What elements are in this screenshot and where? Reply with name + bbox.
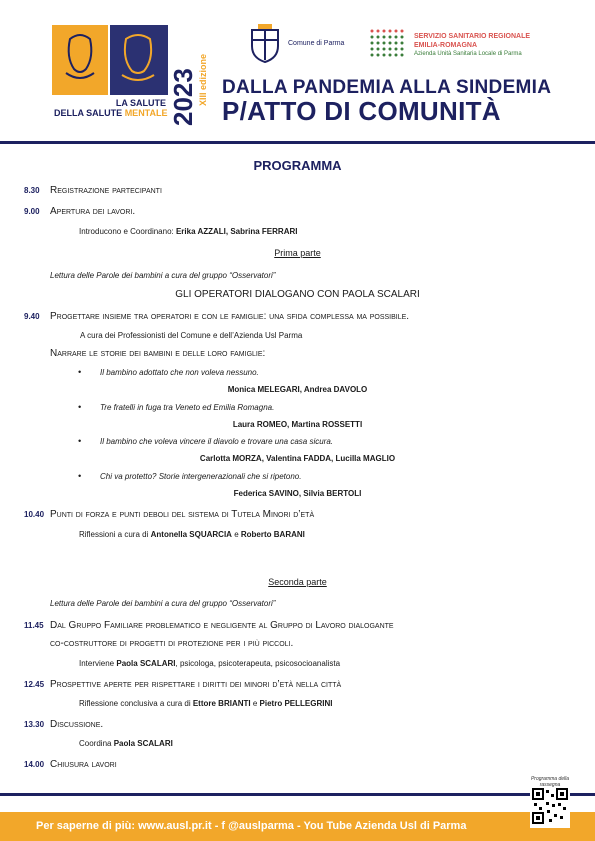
time-940: 9.40 [24, 312, 40, 321]
figure-icon [52, 25, 108, 95]
ssr-line1: SERVIZIO SANITARIO REGIONALE [414, 33, 531, 40]
operatori-heading: GLI OPERATORI DIALOGANO CON PAOLA SCALARI [175, 289, 420, 300]
a-cura: A cura dei Professionisti del Comune e dell’Azienda Usl Parma [80, 331, 303, 340]
story-4-text: Chi va protetto? Storie intergenerazionali che si ripetono. [100, 472, 302, 481]
prima-parte-label: Prima parte [274, 248, 321, 258]
interviene-prefix: Interviene [79, 659, 115, 668]
interviene-name: Paola SCALARI [116, 659, 176, 668]
item-1330 [24, 719, 104, 730]
conclusiva-and: e [252, 699, 258, 708]
time-1330: 13.30 [24, 720, 45, 729]
year: 2023 [168, 68, 198, 126]
coordina-name: Paola SCALARI [113, 739, 173, 748]
punti: Punti di forza e punti deboli del sistema di Tutela Minori d’età [50, 509, 315, 520]
footer-links[interactable]: Per saperne di più: www.ausl.pr.it - f @auslparma - You Tube Azienda Usl di Parma [36, 820, 467, 832]
conclusiva-name2: Pietro PELLEGRINI [259, 699, 333, 708]
story-3-names: Carlotta MORZA, Valentina FADDA, Lucilla MAGLIO [199, 454, 396, 463]
logo-line2b: MENTALE [124, 108, 168, 118]
comune-crest-icon [248, 24, 282, 64]
lettura-1: Lettura delle Parole dei bambini a cura del gruppo “Osservatori” [50, 271, 276, 280]
figure-outline-icon [110, 25, 168, 95]
qr-label: Programma della rassegna [530, 776, 570, 788]
time-1400: 14.00 [24, 760, 45, 769]
logo-panel-navy [110, 25, 168, 95]
ssr-dots-logo-icon [368, 27, 406, 59]
riflessioni-and: e [234, 530, 239, 539]
story-1-names: Monica MELEGARI, Andrea DAVOLO [227, 385, 368, 394]
conclusiva-prefix: Riflessione conclusiva a cura di [79, 699, 191, 708]
gruppo-line2: co-costruttore di progetti di protezione per i più piccoli. [50, 638, 294, 649]
prima-parte [0, 248, 595, 259]
story-2-text: Tre fratelli in fuga tra Veneto ed Emilia Romagna. [100, 403, 275, 412]
ssr-line3: Azienda Unità Sanitaria Locale di Parma [414, 51, 522, 57]
logo-line2a: DELLA SALUTE [54, 108, 123, 118]
interviene [79, 658, 340, 669]
ssr-label [414, 33, 530, 59]
item-830 [24, 185, 162, 196]
item-900 [24, 206, 136, 217]
bullet-icon: • [78, 471, 82, 481]
coordina-prefix: Coordina [79, 739, 112, 748]
chiusura: Chiusura lavori [50, 759, 117, 770]
footer-divider [0, 793, 595, 796]
riflessioni-name2: Roberto BARANI [240, 530, 305, 539]
header-divider [0, 141, 595, 144]
time-1040: 10.40 [24, 510, 45, 519]
item-1145 [24, 620, 394, 631]
riflessioni-prefix: Riflessioni a cura di [79, 530, 149, 539]
introducono [79, 226, 297, 237]
item-940 [24, 311, 410, 322]
registrazione: Registrazione partecipanti [50, 185, 162, 196]
programma-heading: PROGRAMMA [253, 158, 342, 173]
story-3-text: Il bambino che voleva vincere il diavolo e trovare una casa sicura. [100, 437, 334, 446]
bullet-icon: • [78, 367, 82, 377]
time-1245: 12.45 [24, 680, 45, 689]
interviene-suffix: , psicologa, psicoterapeuta, psicosocioanalista [175, 659, 341, 668]
story-4-names: Federica SAVINO, Silvia BERTOLI [233, 489, 362, 498]
time-1145: 11.45 [24, 621, 44, 630]
qr-code[interactable] [530, 776, 570, 828]
progettare: Progettare insieme tra operatori e con le famiglie: una sfida complessa ma possibile. [50, 311, 410, 322]
event-title-line1: DALLA PANDEMIA ALLA SINDEMIA [222, 77, 552, 98]
riflessioni [79, 529, 305, 540]
bullet-icon: • [78, 402, 82, 412]
bullet-icon: • [78, 436, 82, 446]
conclusiva [79, 698, 332, 709]
story-1-text: Il bambino adottato che non voleva nessuno. [100, 368, 259, 377]
time-830: 8.30 [24, 186, 40, 195]
coordina [79, 738, 173, 749]
time-900: 9.00 [24, 207, 40, 216]
qr-code-icon [532, 788, 568, 824]
seconda-parte [0, 577, 595, 588]
edition: XIII edizione [198, 53, 208, 106]
salute-mentale-logo [52, 25, 168, 125]
seconda-parte-label: Seconda parte [268, 577, 327, 587]
logo-line1: LA SALUTE [115, 98, 166, 108]
ssr-line2: EMILIA-ROMAGNA [414, 41, 477, 49]
apertura: Apertura dei lavori. [50, 206, 136, 217]
item-1040 [24, 509, 315, 520]
introducono-names: Erika AZZALI, Sabrina FERRARI [175, 227, 298, 236]
event-title-line2: P/ATTO DI COMUNITÀ [222, 96, 501, 126]
narrare: Narrare le storie dei bambini e delle loro famiglie: [50, 348, 266, 359]
comune-label: Comune di Parma [288, 40, 345, 47]
item-1245 [24, 679, 342, 690]
prospettive: Prospettive aperte per rispettare i diritti dei minori d’età nella città [50, 679, 342, 690]
lettura-2: Lettura delle Parole dei bambini a cura del gruppo “Osservatori” [50, 599, 276, 608]
introducono-prefix: Introducono e Coordinano: [79, 227, 174, 236]
riflessioni-name1: Antonella SQUARCIA [150, 530, 232, 539]
logo-panel-orange [52, 25, 108, 95]
gruppo-line1: Dal Gruppo Familiare problematico e negligente al Gruppo di Lavoro dialogante [50, 620, 394, 631]
story-2-names: Laura ROMEO, Martina ROSSETTI [232, 420, 363, 429]
discussione: Discussione. [50, 719, 104, 730]
conclusiva-name1: Ettore BRIANTI [192, 699, 251, 708]
item-1400 [24, 759, 117, 770]
logo-line2 [54, 108, 168, 118]
